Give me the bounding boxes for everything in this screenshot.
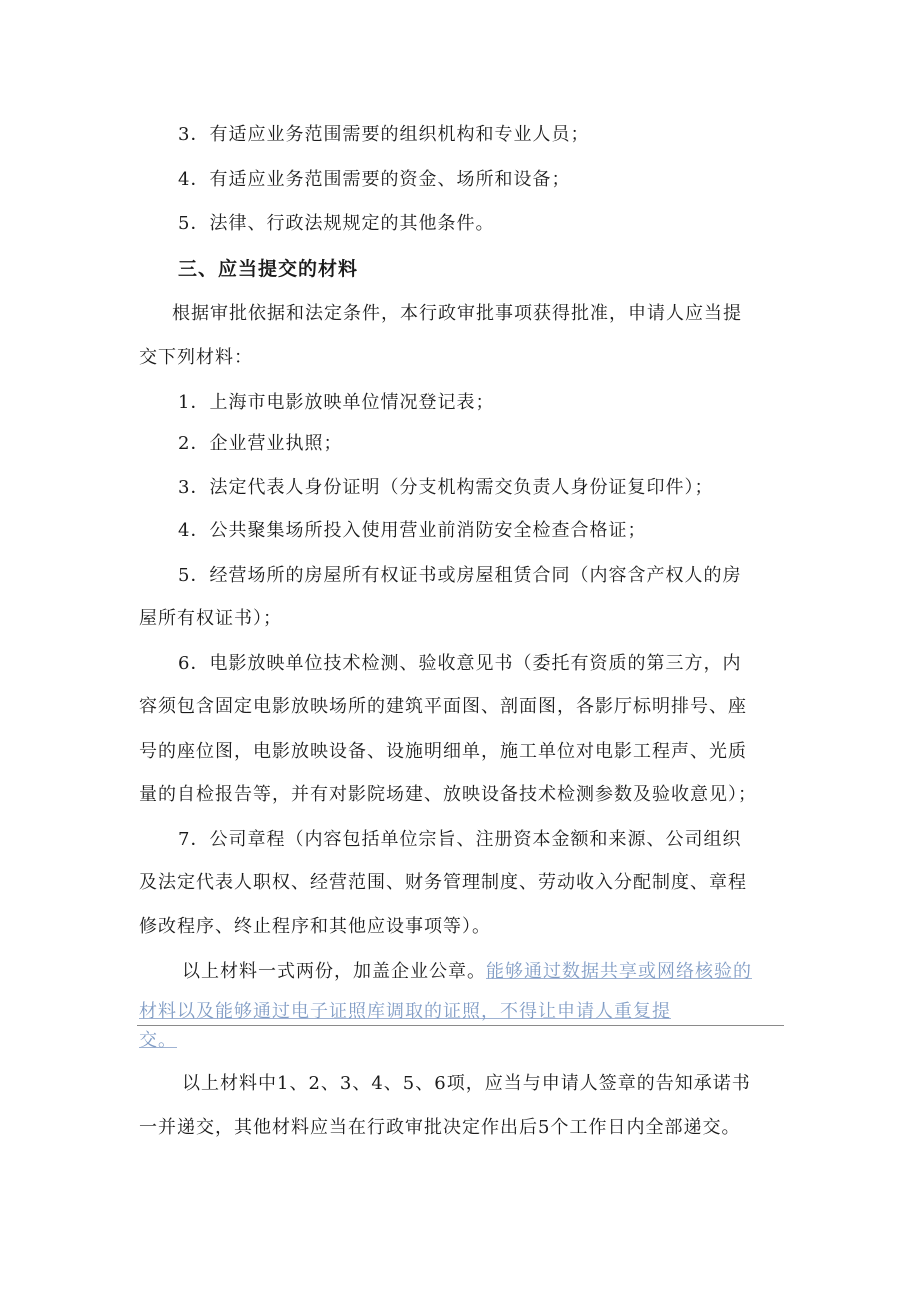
- material-item-6: 6．电影放映单位技术检测、验收意见书（委托有资质的第三方，内: [178, 653, 742, 674]
- material-item-7-cont-2: 修改程序、终止程序和其他应设事项等）。: [139, 916, 491, 937]
- condition-item-4: 4．有适应业务范围需要的资金、场所和设备；: [178, 169, 571, 190]
- material-item-6-cont-3: 量的自检报告等，并有对影院场建、放映设备技术检测参数及验收意见）；: [139, 784, 757, 805]
- section-title: 三、应当提交的材料: [178, 258, 359, 280]
- submission-note-line-2: 一并递交，其他材料应当在行政审批决定作出后5个工作日内全部递交。: [139, 1117, 741, 1138]
- material-item-7-cont-1: 及法定代表人职权、经营范围、财务管理制度、劳动收入分配制度、章程: [139, 872, 747, 893]
- condition-item-5: 5．法律、行政法规规定的其他条件。: [178, 213, 495, 234]
- copies-note-line-1: [182, 960, 752, 984]
- revised-text-1: 能够通过数据共享或网络核验的: [486, 961, 752, 982]
- submission-note-line-1: 以上材料中1、2、3、4、5、6项，应当与申请人签章的告知承诺书: [182, 1073, 751, 1094]
- revised-text-3: 交。: [139, 1030, 177, 1051]
- material-item-5: 5．经营场所的房屋所有权证书或房屋租赁合同（内容含产权人的房: [178, 565, 742, 586]
- intro-line-2: 交下列材料：: [139, 347, 253, 368]
- material-item-6-cont-2: 号的座位图，电影放映设备、设施明细单，施工单位对电影工程声、光质: [139, 741, 747, 762]
- material-item-7: 7．公司章程（内容包括单位宗旨、注册资本金额和来源、公司组织: [178, 829, 742, 850]
- condition-item-3: 3．有适应业务范围需要的组织机构和专业人员；: [178, 124, 590, 145]
- material-item-6-cont-1: 容须包含固定电影放映场所的建筑平面图、剖面图，各影厅标明排号、座: [139, 696, 747, 717]
- material-item-2: 2．企业营业执照；: [178, 433, 343, 454]
- material-item-4: 4．公共聚集场所投入使用营业前消防安全检查合格证；: [178, 520, 647, 541]
- revision-divider: [137, 1025, 784, 1026]
- material-item-5-cont: 屋所有权证书）；: [139, 608, 282, 629]
- material-item-3: 3．法定代表人身份证明（分支机构需交负责人身份证复印件）；: [178, 477, 714, 498]
- material-item-1: 1．上海市电影放映单位情况登记表；: [178, 392, 495, 413]
- intro-line-1: 根据审批依据和法定条件，本行政审批事项获得批准，申请人应当提: [172, 303, 742, 324]
- copies-note-plain: 以上材料一式两份，加盖企业公章。: [182, 961, 486, 982]
- revised-text-2: 材料以及能够通过电子证照库调取的证照，不得让申请人重复提: [139, 1001, 671, 1022]
